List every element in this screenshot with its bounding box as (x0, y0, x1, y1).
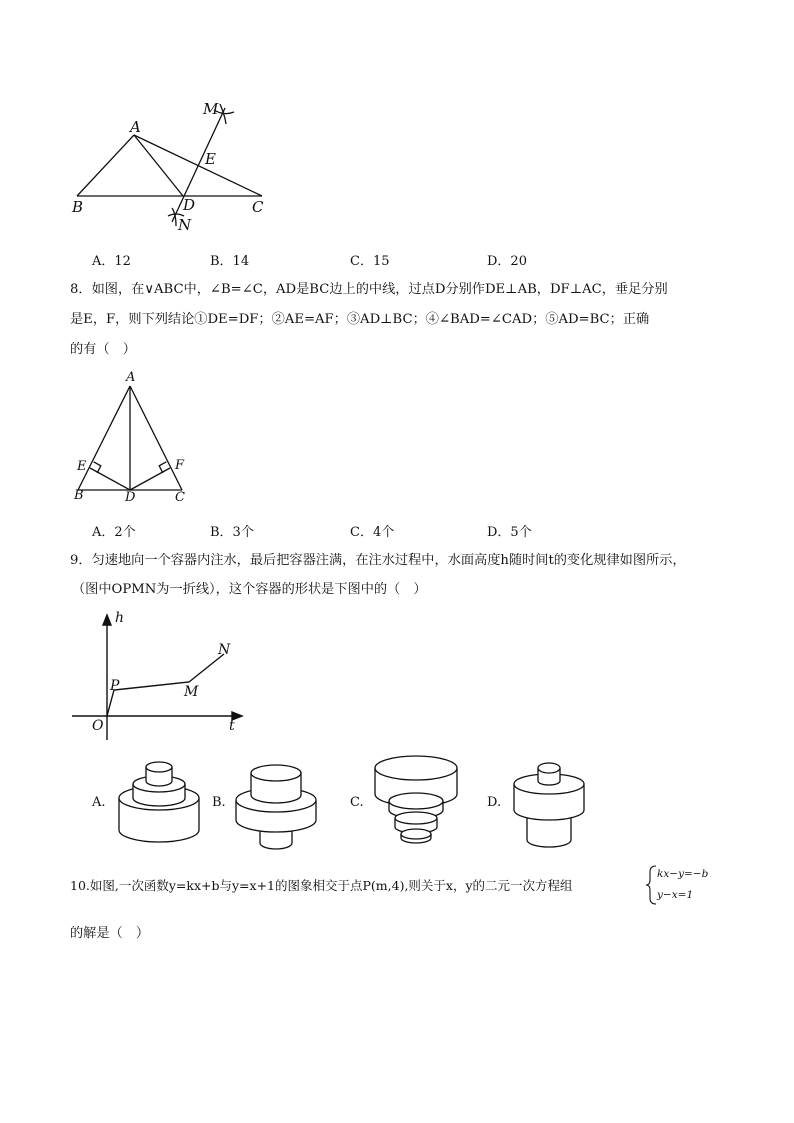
q9-label-h: h (115, 610, 125, 626)
q9-label-n: N (218, 642, 231, 658)
q8-label-d: D (125, 490, 136, 505)
q7-label-n: N (178, 216, 192, 234)
q10-equation-1: kx−y=−b (657, 868, 709, 880)
q7-label-m: M (203, 100, 219, 118)
q7-label-d: D (183, 196, 196, 214)
q8-label-f: F (175, 458, 185, 473)
q8-label-a: A (126, 370, 136, 385)
q9-label-p: P (110, 678, 120, 694)
q9-option-d[interactable]: D. (487, 795, 502, 810)
q8-option-a[interactable]: A．2个 (92, 525, 136, 540)
q7-option-b[interactable]: B．14 (210, 254, 250, 269)
q8-option-b[interactable]: B．3个 (210, 525, 254, 540)
q8-option-c[interactable]: C．4个 (350, 525, 395, 540)
q10-text-line-2: 的解是（ ） (70, 926, 150, 941)
q8-option-d[interactable]: D．5个 (487, 525, 532, 540)
q9-text-line-1: 9．匀速地向一个容器内注水，最后把容器注满，在注水过程中，水面高度h随时间t的变化规律如图所示， (70, 553, 686, 568)
q8-text-line-3: 的有（ ） (70, 342, 136, 357)
q8-label-c: C (175, 490, 185, 505)
q9-label-m: M (184, 684, 199, 700)
q9-option-b[interactable]: B. (212, 795, 226, 810)
q9-option-c[interactable]: C. (350, 795, 364, 810)
q9-option-a[interactable]: A. (92, 795, 106, 810)
q9-text-line-2: （图中OPMN为一折线），这个容器的形状是下图中的（ ） (72, 582, 427, 597)
q8-label-b: B (74, 488, 84, 503)
q8-text-line-2: 是E，F，则下列结论①DE=DF；②AE=AF；③AD⊥BC；④∠BAD=∠CAD；⑤AD=BC；正确 (70, 312, 650, 327)
q7-option-a[interactable]: A．12 (92, 254, 131, 269)
q7-label-c: C (252, 198, 264, 216)
q10-equation-2: y−x=1 (657, 889, 694, 901)
q8-label-e: E (77, 459, 87, 474)
q7-option-c[interactable]: C．15 (350, 254, 390, 269)
q7-label-e: E (205, 150, 216, 168)
q10-text-line-1: 10.如图,一次函数y=kx+b与y=x+1的图象相交于点P(m,4),则关于x，y的二元一次方程组 (70, 878, 573, 893)
q8-text-line-1: 8．如图，在∨ABC中，∠B=∠C，AD是BC边上的中线，过点D分别作DE⊥AB，DF⊥AC，垂足分别 (70, 282, 668, 297)
q9-label-o: O (92, 718, 104, 734)
q7-option-d[interactable]: D．20 (487, 254, 527, 269)
q7-label-a: A (130, 118, 141, 136)
q7-label-b: B (72, 198, 84, 216)
q9-label-t: t (229, 718, 235, 734)
